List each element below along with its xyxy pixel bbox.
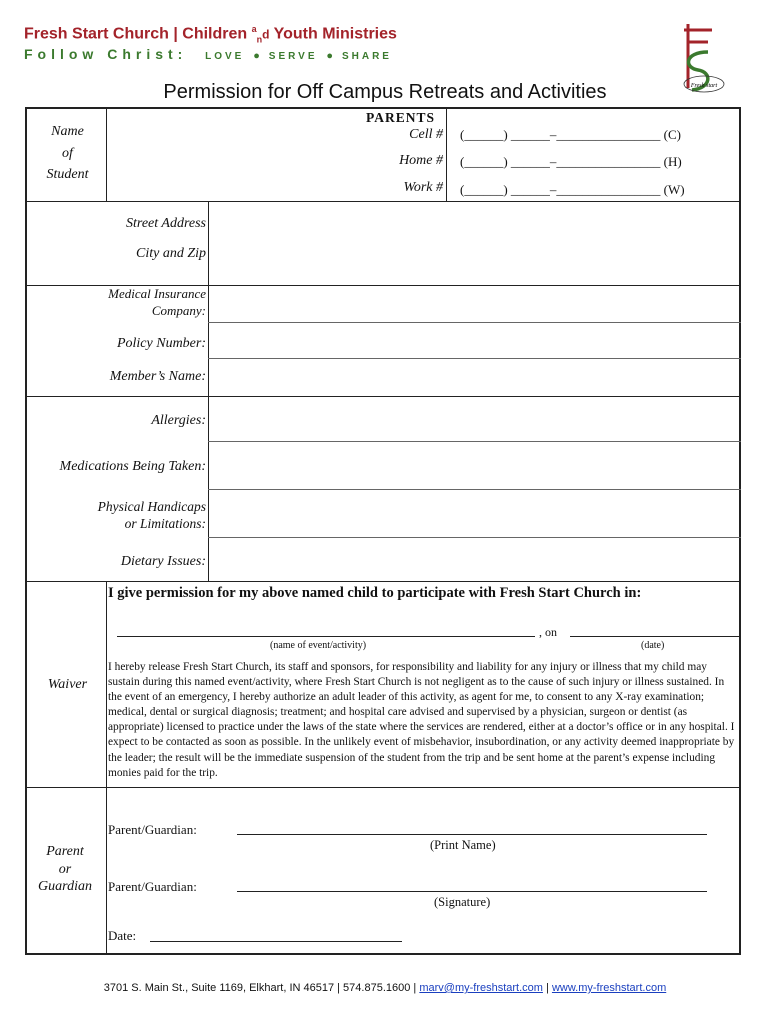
footer: 3701 S. Main St., Suite 1169, Elkhart, IN 46517 | 574.875.1600 | marv@my-freshstart.com | www.my-freshstart.com	[103, 982, 667, 994]
footer-address: 3701 S. Main St., Suite 1169, Elkhart, IN 46517 | 574.875.1600 |	[103, 982, 420, 994]
medications-field[interactable]	[210, 443, 739, 487]
logo-caption: Fresh start	[690, 83, 718, 89]
line-handicaps	[208, 537, 741, 538]
divider-student	[25, 201, 741, 202]
divider-insurance	[25, 396, 741, 397]
handicaps-label-2: or Limitations:	[124, 516, 206, 531]
members-name-label: Member’s Name:	[109, 369, 206, 384]
guardian-label-1: Parent	[46, 844, 84, 859]
street-address-label: Street Address	[126, 216, 206, 231]
waiver-text: I hereby release Fresh Start Church, its staff and sponsors, for responsibility and liability for any injury or illness that my child may sustain during this named event/activity, where Fresh Start Church is not negligent as to the cause of such injury or illness sustained. In the event of an emergency, I hereby authorize an adult leader of this activity, as agent for me, to consent to any X-ray examination; medical, dental or surgical diagnosis; treatment; and hospital care advised and supervised by a physician, surgeon or dentist (as appropriate) licensed to practice under the laws of the state where the services are rendered, either at a doctor’s office or in any hospital. I expect to be contacted as soon as possible. In the unlikely event of misbehavior, insubordination, or any activity deemed inappropriate by the leader; the result will be the immediate suspension of the student from the trip and be sent home at the parent’s expense including monies paid for the trip.	[108, 661, 735, 779]
tagline: Follow Christ: LOVE ● SERVE ● SHARE	[24, 46, 392, 62]
signature-caption: (Signature)	[434, 895, 491, 909]
home-phone-field[interactable]: (______) ______–________________ (H)	[460, 154, 682, 169]
date-caption: (date)	[641, 640, 665, 651]
signature-line[interactable]	[237, 891, 707, 892]
waiver-label: Waiver	[47, 677, 88, 692]
policy-number-label: Policy Number:	[116, 336, 206, 351]
dietary-label: Dietary Issues:	[120, 554, 206, 569]
parents-heading: PARENTS	[366, 110, 436, 125]
event-name-line[interactable]	[117, 636, 535, 637]
city-zip-label: City and Zip	[135, 246, 206, 261]
insurance-company-label-1: Medical Insurance	[108, 286, 206, 301]
cell-phone-field[interactable]: (______) ______–________________ (C)	[460, 127, 681, 142]
print-name-caption: (Print Name)	[430, 838, 496, 852]
vline-waiver	[106, 581, 107, 955]
home-label: Home #	[399, 153, 443, 168]
dietary-field[interactable]	[210, 539, 739, 579]
vline-student	[106, 107, 107, 202]
church-name: Fresh Start Church | Children $^a_n$d Youth Ministries	[24, 24, 397, 45]
handicaps-label-1: Physical Handicaps	[97, 499, 206, 514]
work-label: Work #	[403, 180, 443, 195]
guardian-label-2: or	[58, 862, 72, 877]
medications-label: Medications Being Taken:	[59, 459, 206, 474]
members-name-field[interactable]	[210, 360, 739, 394]
on-text: , on	[539, 625, 557, 639]
insurance-company-label-2: Company:	[151, 303, 206, 318]
footer-website-link[interactable]: www.my-freshstart.com	[551, 982, 667, 994]
parent-guardian-print-label: Parent/Guardian:	[108, 822, 197, 837]
footer-email-link[interactable]: marv@my-freshstart.com	[419, 982, 543, 994]
vline-fields	[208, 201, 209, 581]
student-name-label-1: Name	[51, 124, 84, 139]
line-medications	[208, 489, 741, 490]
address-field[interactable]	[210, 204, 739, 282]
date-label: Date:	[108, 928, 137, 943]
guardian-label-3: Guardian	[38, 879, 92, 894]
line-allergies	[208, 441, 741, 442]
insurance-company-field[interactable]	[210, 288, 739, 320]
parent-guardian-sign-label: Parent/Guardian:	[108, 879, 197, 894]
divider-medical	[25, 581, 741, 582]
permission-statement: I give permission for my above named child to participate with Fresh Start Church in:	[108, 585, 642, 601]
print-name-line[interactable]	[237, 834, 707, 835]
policy-number-field[interactable]	[210, 324, 739, 356]
divider-waiver	[25, 787, 741, 788]
event-caption: (name of event/activity)	[270, 640, 367, 651]
student-name-field[interactable]	[108, 110, 358, 198]
student-name-label-2: of	[62, 146, 73, 161]
line-company	[208, 322, 741, 323]
allergies-label: Allergies:	[151, 413, 206, 428]
line-policy	[208, 358, 741, 359]
form-title: Permission for Off Campus Retreats and Activities	[163, 81, 607, 103]
vline-parents	[446, 107, 447, 202]
handicaps-field[interactable]	[210, 491, 739, 535]
cell-label: Cell #	[409, 127, 443, 142]
student-name-label-3: Student	[46, 167, 89, 182]
event-date-line[interactable]	[570, 636, 739, 637]
work-phone-field[interactable]: (______) ______–________________ (W)	[460, 182, 685, 197]
allergies-field[interactable]	[210, 399, 739, 439]
date-line[interactable]	[150, 941, 402, 942]
